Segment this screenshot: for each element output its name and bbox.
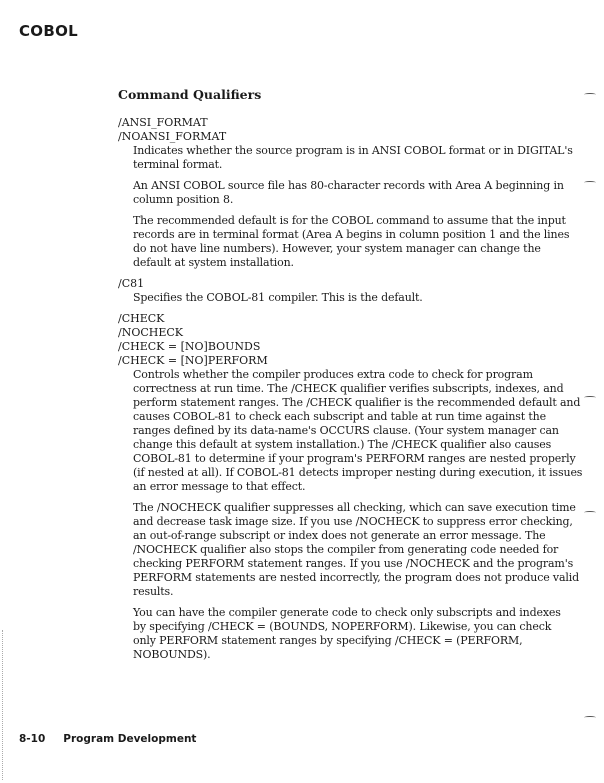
qualifier-name: /NOANSI_FORMAT [118, 130, 227, 143]
text-line: (if nested at all). If COBOL-81 detects improper nesting during execution, it issues [133, 466, 583, 479]
text-line: only PERFORM statement ranges by specifying /CHECK = (PERFORM, [133, 634, 523, 647]
change-bar [584, 716, 596, 719]
text-line: /NOCHECK qualifier also stops the compiler from generating code needed for [133, 543, 559, 556]
text-line: by specifying /CHECK = (BOUNDS, NOPERFORM). Likewise, you can check [133, 620, 552, 633]
text-line: default at system installation. [133, 256, 294, 269]
description-paragraph [133, 368, 583, 494]
text-line: Specifies the COBOL-81 compiler. This is the default. [133, 291, 423, 304]
description-paragraph [133, 214, 570, 270]
text-line: an out-of-range subscript or index does not generate an error message. The [133, 529, 546, 542]
text-line: an error message to that effect. [133, 480, 306, 493]
text-line: Controls whether the compiler produces extra code to check for program [133, 368, 533, 381]
footer-section-title: Program Development [63, 733, 197, 745]
text-line: NOBOUNDS). [133, 648, 211, 661]
qualifier-name: /CHECK = [NO]PERFORM [118, 354, 268, 367]
text-line: You can have the compiler generate code to check only subscripts and indexes [133, 606, 561, 619]
description-paragraph [133, 291, 558, 305]
qualifier-name: /C81 [118, 277, 145, 290]
text-line: records are in terminal format (Area A begins in column position 1 and the lines [133, 228, 570, 241]
text-line: column position 8. [133, 193, 234, 206]
page-number: 8-10 [19, 733, 46, 745]
text-line: The /NOCHECK qualifier suppresses all checking, which can save execution time [133, 501, 576, 514]
running-header: COBOL [19, 22, 79, 40]
text-line: correctness at run time. The /CHECK qualifier verifies subscripts, indexes, and [133, 382, 564, 395]
qualifier-group [118, 277, 558, 305]
description-paragraph [133, 179, 564, 207]
description-paragraph [133, 144, 573, 172]
text-line: do not have line numbers). However, your system manager can change the [133, 242, 541, 255]
description-paragraph [133, 606, 561, 662]
page-body [118, 87, 583, 669]
text-line: COBOL-81 to determine if your program's PERFORM ranges are nested properly [133, 452, 576, 465]
qualifier-name: /CHECK = [NO]BOUNDS [118, 340, 261, 353]
text-line: checking PERFORM statement ranges. If you use /NOCHECK and the program's [133, 557, 574, 570]
text-line: causes COBOL-81 to check each subscript and table at run time against the [133, 410, 546, 423]
text-line: PERFORM statements are nested incorrectly, the program does not produce valid [133, 571, 580, 584]
qualifier-name: /CHECK [118, 312, 165, 325]
qualifier-name: /NOCHECK [118, 326, 184, 339]
section-heading: Command Qualifiers [118, 87, 262, 102]
text-line: An ANSI COBOL source file has 80-character records with Area A beginning in [133, 179, 564, 192]
binding-edge [2, 630, 3, 780]
page-footer [19, 733, 214, 745]
description-paragraph [133, 501, 580, 599]
text-line: ranges defined by its data-name's OCCURS clause. (Your system manager can [133, 424, 559, 437]
text-line: perform statement ranges. The /CHECK qualifier is the recommended default and [133, 396, 581, 409]
text-line: The recommended default is for the COBOL command to assume that the input [133, 214, 566, 227]
text-line: change this default at system installation.) The /CHECK qualifier also causes [133, 438, 552, 451]
qualifier-group [118, 312, 583, 662]
text-line: terminal format. [133, 158, 223, 171]
qualifier-name: /ANSI_FORMAT [118, 116, 208, 129]
qualifier-group [118, 116, 573, 270]
change-bar [584, 181, 596, 184]
text-line: and decrease task image size. If you use /NOCHECK to suppress error checking, [133, 515, 573, 528]
text-line: Indicates whether the source program is in ANSI COBOL format or in DIGITAL's [133, 144, 573, 157]
change-bar [584, 511, 596, 514]
change-bar [584, 396, 596, 399]
change-bar [584, 93, 596, 96]
text-line: results. [133, 585, 174, 598]
